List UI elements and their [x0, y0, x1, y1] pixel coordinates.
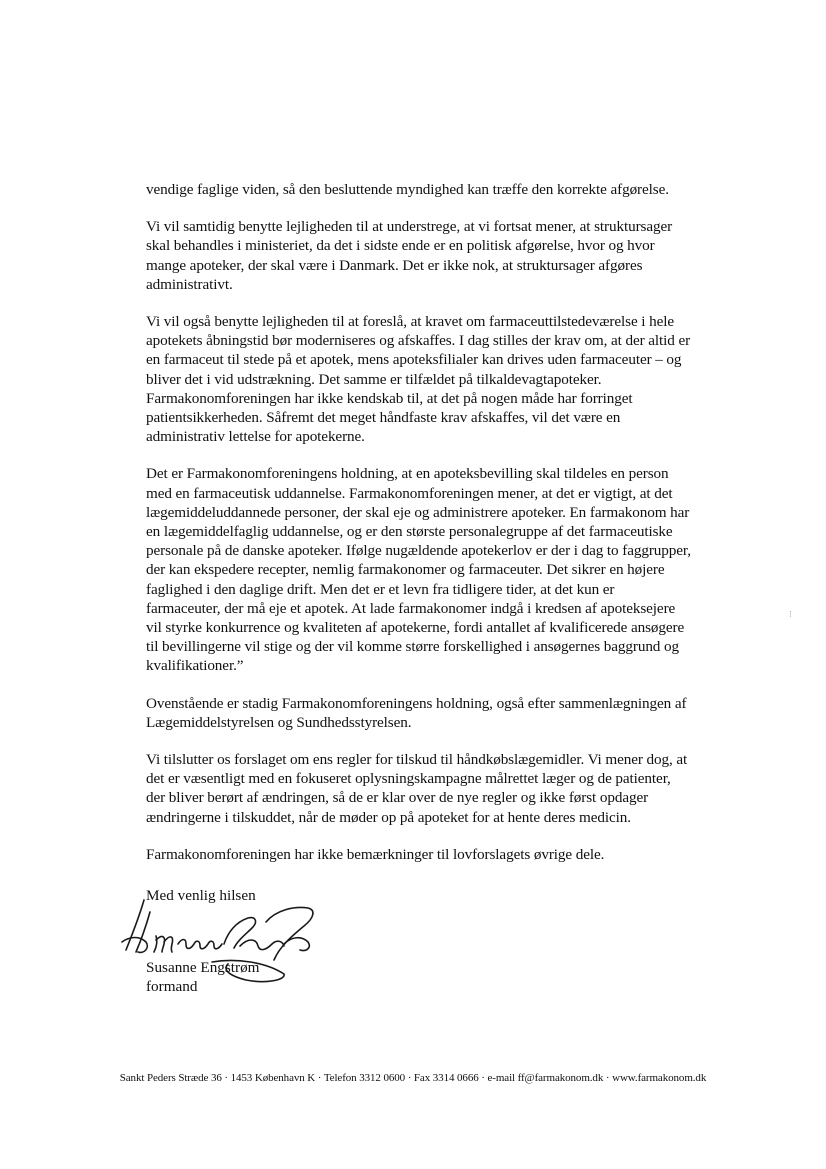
signer-title: formand — [146, 978, 198, 995]
paragraph-2: Vi vil samtidig benytte lejligheden til at understrege, at vi fortsat mener, at struktursager skal behandles i ministeriet, da det i sidste ende er en politisk afgørelse, hvor og hvor mange apoteker, der skal være i Danmark. Det er ikke nok, at struktursager afgøres administrativt. — [146, 218, 673, 293]
paragraph-7: Farmakonomforeningen har ikke bemærkninger til lovforslagets øvrige dele. — [146, 845, 605, 863]
signer-name: Susanne Engstrøm — [146, 959, 260, 976]
letter-body — [146, 180, 691, 882]
paragraph-3: Vi vil også benytte lejligheden til at foreslå, at kravet om farmaceuttilstedeværelse i hele apotekets åbningstid bør moderniseres og afskaffes. I dag stilles der krav om, at der altid er en farmaceut til stede på et apotek, mens apoteksfilialer kan drives uden farmaceuter – og bliver det i vid udstrækning. Det samme er tilfældet på tilkaldevagtapoteker. Farmakonomforeningen har ikke kendskab til, at det på nogen måde har forringet patientsikkerheden. Såfremt det meget håndfaste krav afskaffes, vil det være en administrativ lettelse for apotekerne. — [146, 313, 691, 446]
paragraph-1: vendige faglige viden, så den besluttende myndighed kan træffe den korrekte afgørelse. — [146, 181, 669, 198]
margin-mark: ⁝ — [789, 609, 792, 619]
footer-contact: Sankt Peders Stræde 36 · 1453 København K · Telefon 3312 0600 · Fax 3314 0666 · e-mail ff@farmakonom.dk · www.farmakonom.dk — [119, 1072, 707, 1084]
paragraph-4: Det er Farmakonomforeningens holdning, at en apoteksbevilling skal tildeles en person med en farmaceutisk uddannelse. Farmakonomforeningen mener, at det er vigtigt, at det lægemiddeluddannede personer, der skal eje og administrere apoteker. En farmakonom har en lægemiddelfaglig uddannelse, og er den største personalegruppe af det farmaceutiske personale på de danske apoteker. Ifølge nugældende apotekerlov er der i dag to faggrupper, der kan ekspedere recepter, nemlig farmakonomer og farmaceuter. Det sikrer en højere faglighed i den daglige drift. Men det er et levn fra tidligere tider, at det kun er farmaceuter, der må eje et apotek. At lade farmakonomer indgå i kredsen af apoteksejere vil styrke konkurrence og kvaliteten af apotekerne, fordi antallet af kvalificerede ansøgere til bevillingerne vil stige og der vil komme større forskellighed i ansøgernes baggrund og kvalifikationer.” — [146, 465, 691, 675]
paragraph-6: Vi tilslutter os forslaget om ens regler for tilskud til håndkøbslægemidler. Vi mener dog, at det er væsentligt med en fokuseret oplysningskampagne målrettet læger og de patienter, der bliver berørt af ændringen, så de er klar over de nye regler og ikke først opdager ændringerne i tilskuddet, når de møder op på apoteket for at hente deres medicin. — [146, 751, 688, 826]
closing-greeting: Med venlig hilsen — [146, 887, 256, 904]
signer-block — [146, 958, 259, 996]
paragraph-5: Ovenstående er stadig Farmakonomforeningens holdning, også efter sammenlægningen af Lægemiddelstyrelsen og Sundhedsstyrelsen. — [146, 694, 687, 731]
